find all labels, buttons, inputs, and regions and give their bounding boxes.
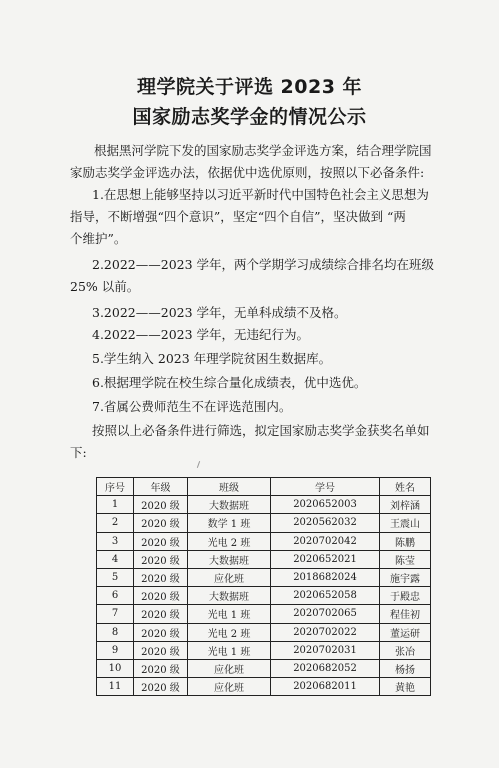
cell-grade: 2020 级 bbox=[134, 605, 188, 623]
cell-student-id: 2020682052 bbox=[271, 659, 380, 677]
table-header-row bbox=[97, 478, 431, 496]
condition-7: 7.省属公费师范生不在评选范围内。 bbox=[92, 399, 292, 414]
cell-name: 张冶 bbox=[380, 641, 431, 659]
cell-name: 陈鹏 bbox=[380, 532, 431, 550]
cell-name: 董运研 bbox=[380, 623, 431, 641]
table-row bbox=[97, 678, 431, 696]
cell-student-id: 2020682011 bbox=[271, 678, 380, 696]
closing-line-2: 下: bbox=[70, 445, 87, 460]
cell-class: 大数据班 bbox=[188, 496, 271, 514]
condition-1-line-3: 个维护”。 bbox=[70, 231, 127, 246]
condition-3: 3.2022——2023 学年，无单科成绩不及格。 bbox=[92, 305, 347, 320]
page-subtitle: 国家励志奖学金的情况公示 bbox=[132, 106, 367, 128]
cell-index: 6 bbox=[97, 587, 134, 605]
condition-2-line-2: 25% 以前。 bbox=[70, 279, 140, 294]
header-index: 序号 bbox=[97, 478, 134, 496]
cell-student-id: 2020652021 bbox=[271, 550, 380, 568]
scan-mark bbox=[197, 461, 200, 468]
table-row bbox=[97, 641, 431, 659]
cell-index: 7 bbox=[97, 605, 134, 623]
cell-student-id: 2020702022 bbox=[271, 623, 380, 641]
cell-name: 施宇露 bbox=[380, 568, 431, 586]
cell-index: 10 bbox=[97, 659, 134, 677]
cell-class: 光电 2 班 bbox=[188, 623, 271, 641]
table-row bbox=[97, 532, 431, 550]
table-row bbox=[97, 550, 431, 568]
cell-name: 刘梓涵 bbox=[380, 496, 431, 514]
cell-grade: 2020 级 bbox=[134, 550, 188, 568]
header-student-id: 学号 bbox=[271, 478, 380, 496]
table-row bbox=[97, 514, 431, 532]
table-row bbox=[97, 568, 431, 586]
cell-class: 光电 2 班 bbox=[188, 532, 271, 550]
cell-index: 5 bbox=[97, 568, 134, 586]
cell-grade: 2020 级 bbox=[134, 532, 188, 550]
cell-grade: 2020 级 bbox=[134, 587, 188, 605]
cell-grade: 2020 级 bbox=[134, 623, 188, 641]
table-row bbox=[97, 587, 431, 605]
table-row bbox=[97, 605, 431, 623]
cell-grade: 2020 级 bbox=[134, 641, 188, 659]
closing-line-1: 按照以上必备条件进行筛选，拟定国家励志奖学金获奖名单如 bbox=[92, 423, 430, 438]
cell-index: 2 bbox=[97, 514, 134, 532]
cell-class: 应化班 bbox=[188, 678, 271, 696]
table-row bbox=[97, 496, 431, 514]
award-list-table bbox=[96, 477, 431, 696]
cell-grade: 2020 级 bbox=[134, 514, 188, 532]
cell-student-id: 2020562032 bbox=[271, 514, 380, 532]
cell-index: 11 bbox=[97, 678, 134, 696]
cell-student-id: 2020702065 bbox=[271, 605, 380, 623]
header-class: 班级 bbox=[188, 478, 271, 496]
cell-index: 3 bbox=[97, 532, 134, 550]
cell-index: 9 bbox=[97, 641, 134, 659]
cell-class: 应化班 bbox=[188, 659, 271, 677]
table-row bbox=[97, 623, 431, 641]
cell-student-id: 2018682024 bbox=[271, 568, 380, 586]
cell-index: 8 bbox=[97, 623, 134, 641]
intro-paragraph: 根据黑河学院下发的国家励志奖学金评选方案，结合理学院国家励志奖学金评选办法，依据优中选优原则，按照以下必备条件: bbox=[70, 143, 432, 180]
cell-index: 4 bbox=[97, 550, 134, 568]
table-row bbox=[97, 659, 431, 677]
cell-student-id: 2020702031 bbox=[271, 641, 380, 659]
cell-name: 程佳初 bbox=[380, 605, 431, 623]
cell-grade: 2020 级 bbox=[134, 496, 188, 514]
cell-name: 黄艳 bbox=[380, 678, 431, 696]
cell-name: 于殿忠 bbox=[380, 587, 431, 605]
cell-name: 王震山 bbox=[380, 514, 431, 532]
cell-name: 陈莹 bbox=[380, 550, 431, 568]
cell-grade: 2020 级 bbox=[134, 659, 188, 677]
cell-class: 应化班 bbox=[188, 568, 271, 586]
cell-student-id: 2020652058 bbox=[271, 587, 380, 605]
condition-6: 6.根据理学院在校生综合量化成绩表，优中选优。 bbox=[92, 375, 367, 390]
cell-grade: 2020 级 bbox=[134, 678, 188, 696]
cell-class: 光电 1 班 bbox=[188, 605, 271, 623]
condition-2-line-1: 2.2022——2023 学年，两个学期学习成绩综合排名均在班级 bbox=[92, 257, 435, 272]
header-name: 姓名 bbox=[380, 478, 431, 496]
cell-name: 杨扬 bbox=[380, 659, 431, 677]
header-grade: 年级 bbox=[134, 478, 188, 496]
condition-4: 4.2022——2023 学年，无违纪行为。 bbox=[92, 327, 310, 342]
page-title: 理学院关于评选 2023 年 bbox=[136, 76, 363, 98]
condition-1-line-2: 指导，不断增强“四个意识”，坚定“四个自信”，坚决做到 “两 bbox=[70, 209, 406, 224]
condition-1-line-1: 1.在思想上能够坚持以习近平新时代中国特色社会主义思想为 bbox=[92, 187, 429, 202]
cell-class: 数学 1 班 bbox=[188, 514, 271, 532]
cell-student-id: 2020702042 bbox=[271, 532, 380, 550]
cell-class: 大数据班 bbox=[188, 550, 271, 568]
cell-index: 1 bbox=[97, 496, 134, 514]
cell-grade: 2020 级 bbox=[134, 568, 188, 586]
condition-5: 5.学生纳入 2023 年理学院贫困生数据库。 bbox=[92, 351, 332, 366]
cell-class: 大数据班 bbox=[188, 587, 271, 605]
cell-student-id: 2020652003 bbox=[271, 496, 380, 514]
cell-class: 光电 1 班 bbox=[188, 641, 271, 659]
